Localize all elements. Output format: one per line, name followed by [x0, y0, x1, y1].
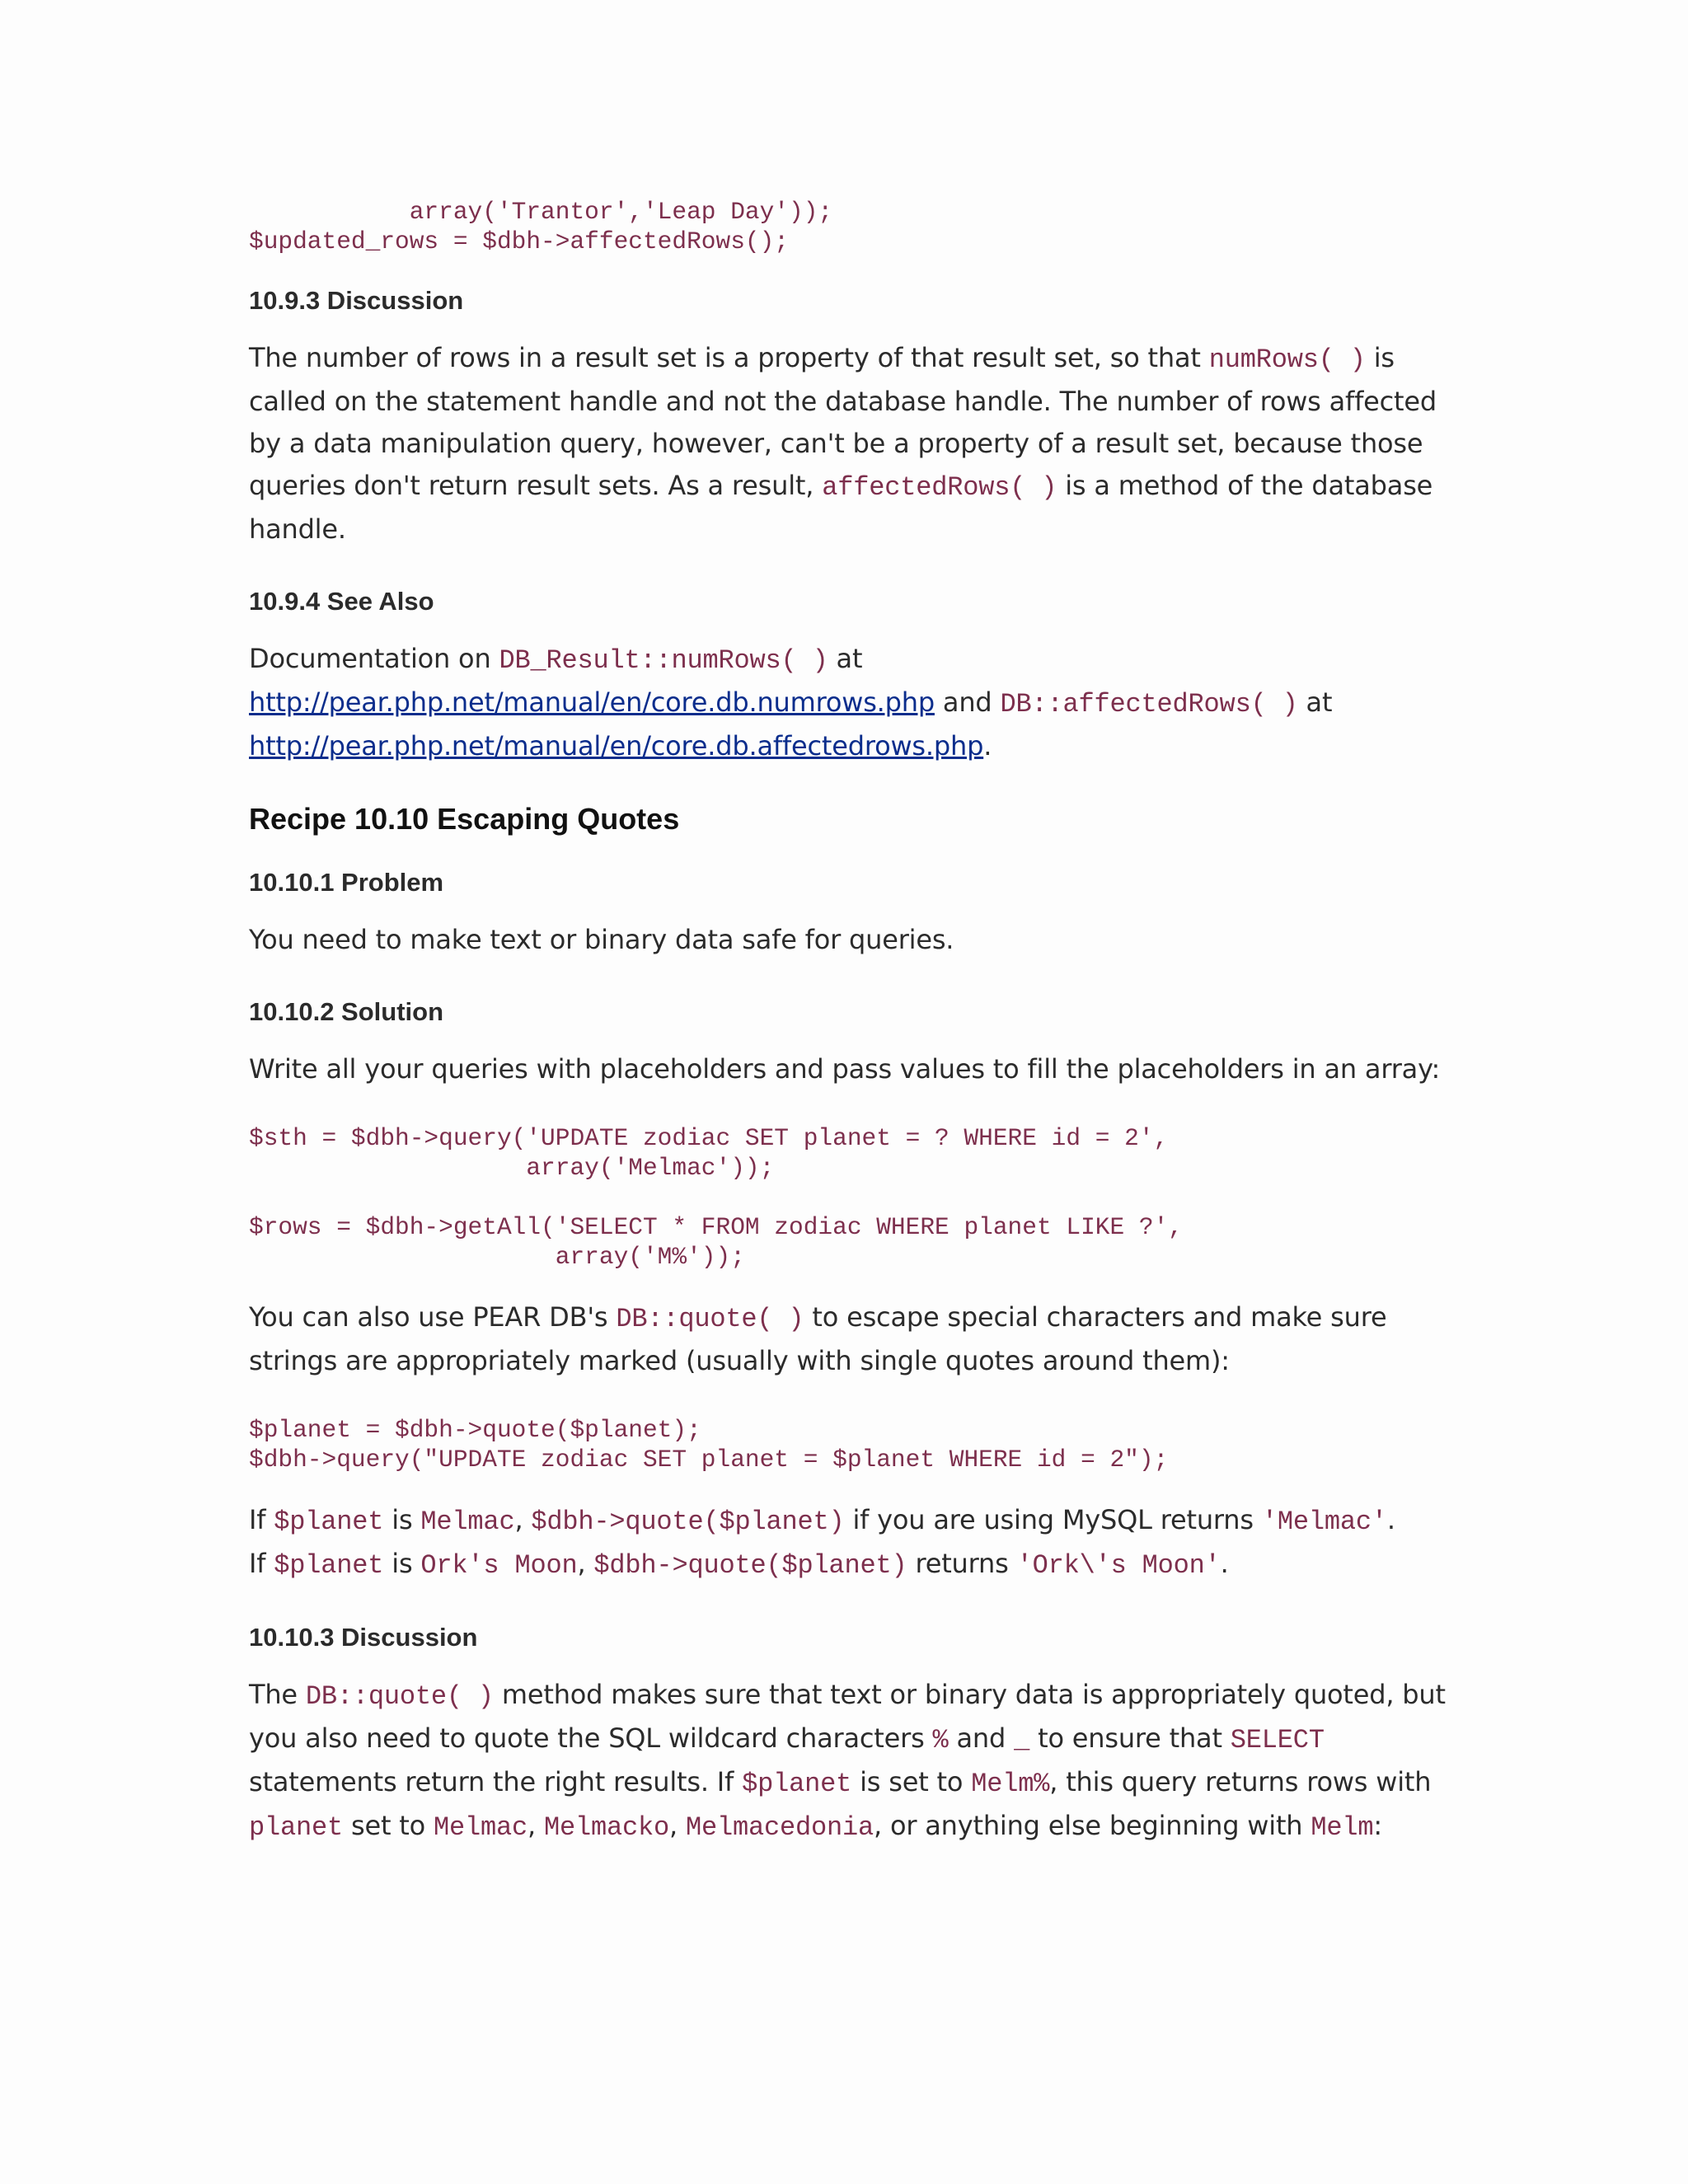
inline-code: _ — [1014, 1725, 1030, 1755]
code-line: $dbh->query("UPDATE zodiac SET planet = $planet WHERE id = 2"); — [249, 1446, 1169, 1474]
inline-code: SELECT — [1230, 1725, 1325, 1755]
text: : — [1373, 1810, 1382, 1841]
text: to ensure that — [1029, 1722, 1231, 1754]
paragraph-quote-examples — [249, 1499, 1461, 1586]
text: You can also use PEAR DB's — [249, 1301, 617, 1333]
inline-code: DB::quote( ) — [305, 1681, 494, 1712]
text: at — [1297, 687, 1333, 718]
text: to escape special characters and make sure strings are appropriately marked (usually with single quotes around them): — [249, 1301, 1387, 1376]
text: If — [249, 1504, 274, 1535]
link-affectedrows-doc[interactable]: http://pear.php.net/manual/en/core.db.affectedrows.php — [249, 730, 984, 762]
code-block-solution-2 — [249, 1212, 1461, 1272]
inline-code: DB::quote( ) — [616, 1304, 804, 1334]
inline-code: DB::affectedRows( ) — [1000, 689, 1298, 719]
code-block-quote — [249, 1415, 1461, 1474]
text: method makes sure that text or binary data is appropriately quoted, but you also need to quote the SQL wildcard characters — [249, 1679, 1446, 1754]
text: , — [514, 1504, 532, 1535]
inline-code: $planet — [742, 1769, 852, 1799]
paragraph-problem: You need to make text or binary data safe for queries. — [249, 924, 954, 955]
code-line: $planet = $dbh->quote($planet); — [249, 1416, 701, 1444]
text: The number of rows in a result set is a property of that result set, so that — [249, 342, 1209, 373]
paragraph-discussion-10-9-3 — [249, 337, 1461, 551]
code-block-solution-1 — [249, 1123, 1461, 1183]
inline-code: Melmac — [420, 1507, 515, 1537]
text: , this query returns rows with — [1049, 1766, 1432, 1797]
inline-code: Ork's Moon — [420, 1550, 578, 1581]
inline-code: Melm% — [971, 1769, 1050, 1799]
text: at — [828, 643, 863, 674]
text: , — [669, 1810, 686, 1841]
inline-code: 'Ork\'s Moon' — [1016, 1550, 1221, 1581]
text: Documentation on — [249, 643, 499, 674]
text: is — [383, 1504, 421, 1535]
text: . — [983, 730, 992, 762]
text: , — [577, 1548, 594, 1579]
text: and — [934, 687, 1001, 718]
code-block-top — [249, 197, 1461, 256]
inline-code: affectedRows( ) — [822, 472, 1057, 503]
inline-code: $planet — [274, 1507, 384, 1537]
inline-code: $dbh->quote($planet) — [593, 1550, 907, 1581]
text: . — [1220, 1548, 1229, 1579]
inline-code: Melmac — [433, 1812, 528, 1843]
paragraph-quote-intro — [249, 1296, 1461, 1382]
paragraph-discussion-10-10-3 — [249, 1674, 1461, 1849]
text: if you are using MySQL returns — [844, 1504, 1262, 1535]
code-line: array('Trantor','Leap Day')); — [249, 198, 833, 226]
inline-code: $dbh->quote($planet) — [531, 1507, 845, 1537]
code-line: array('M%')); — [249, 1243, 745, 1271]
text: The — [249, 1679, 306, 1710]
text: If — [249, 1548, 274, 1579]
text: and — [948, 1722, 1015, 1754]
inline-code: Melm — [1311, 1812, 1374, 1843]
text: is a method of the database handle. — [249, 470, 1433, 545]
recipe-title: Recipe 10.10 Escaping Quotes — [249, 802, 680, 836]
inline-code: DB_Result::numRows( ) — [499, 645, 828, 676]
inline-code: planet — [249, 1812, 344, 1843]
text: . — [1386, 1504, 1395, 1535]
inline-code: 'Melmac' — [1261, 1507, 1387, 1537]
section-heading-10-9-4: 10.9.4 See Also — [249, 587, 434, 616]
inline-code: $planet — [274, 1550, 384, 1581]
section-heading-10-10-3: 10.10.3 Discussion — [249, 1623, 478, 1652]
paragraph-see-also — [249, 638, 1461, 767]
code-line: array('Melmac')); — [249, 1154, 775, 1182]
text: set to — [343, 1810, 434, 1841]
paragraph-solution: Write all your queries with placeholders and pass values to fill the placeholders in an array: — [249, 1053, 1441, 1085]
section-heading-10-10-2: 10.10.2 Solution — [249, 997, 444, 1026]
text: is called on the statement handle and not the database handle. The number of rows affected by a data manipulation query, however, can't be a property of a result set, because those queries don't return result sets. As a result, — [249, 342, 1437, 501]
inline-code: % — [932, 1725, 949, 1755]
code-line: $updated_rows = $dbh->affectedRows(); — [249, 227, 790, 255]
text: , or anything else beginning with — [874, 1810, 1311, 1841]
text: is set to — [851, 1766, 972, 1797]
section-heading-10-10-1: 10.10.1 Problem — [249, 868, 444, 897]
text: statements return the right results. If — [249, 1766, 743, 1797]
text: , — [528, 1810, 544, 1841]
code-line: $sth = $dbh->query('UPDATE zodiac SET planet = ? WHERE id = 2', — [249, 1124, 1169, 1152]
section-heading-10-9-3: 10.9.3 Discussion — [249, 286, 464, 315]
text: is — [383, 1548, 421, 1579]
text: returns — [907, 1548, 1017, 1579]
inline-code: Melmacko — [543, 1812, 669, 1843]
link-numrows-doc[interactable]: http://pear.php.net/manual/en/core.db.numrows.php — [249, 687, 935, 718]
inline-code: Melmacedonia — [685, 1812, 874, 1843]
document-page — [249, 191, 1461, 1849]
inline-code: numRows( ) — [1208, 344, 1366, 375]
code-line: $rows = $dbh->getAll('SELECT * FROM zodiac WHERE planet LIKE ?', — [249, 1213, 1183, 1241]
